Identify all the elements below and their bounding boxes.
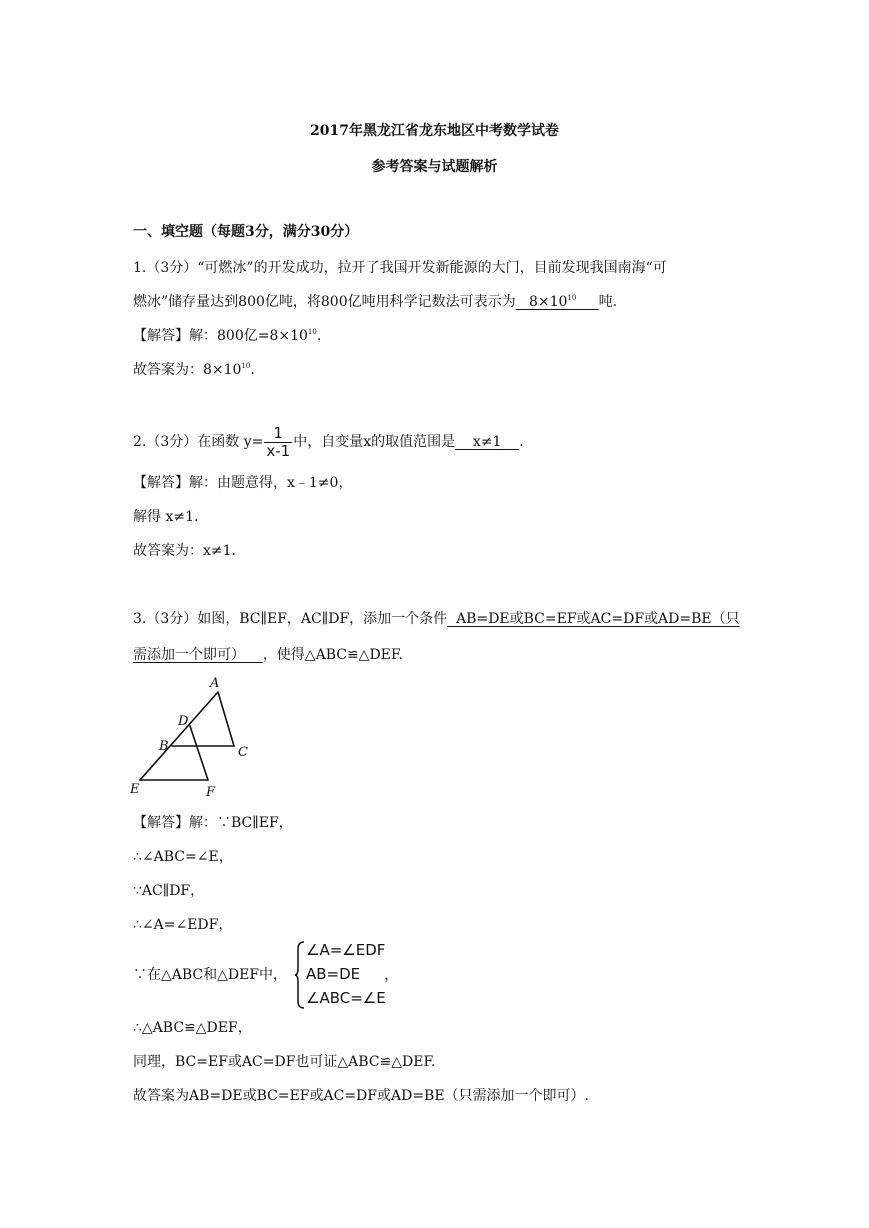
q3-solution-2: ∴∠ABC=∠E，: [133, 849, 233, 865]
q2-blank-text: x≠1: [472, 434, 502, 450]
q1-line1: 1.（3分）“可燃冰”的开发成功，拉开了我国开发新能源的大门，目前发现我国南海“可: [133, 260, 667, 276]
q3-answer-blank-2: [133, 647, 263, 663]
label-f: F: [206, 785, 216, 800]
line-d-f: [190, 726, 208, 780]
q3-blank2-text: 需添加一个即可）: [133, 647, 245, 663]
q3-solution-1: 【解答】解：∵BC∥EF，: [133, 815, 293, 831]
q3-answer: 故答案为AB=DE或BC=EF或AC=DF或AD=BE（只需添加一个即可）.: [133, 1088, 590, 1104]
document-title: 2017年黑龙江省龙东地区中考数学试卷: [310, 123, 559, 139]
q2-solution-2: 解得 x≠1.: [133, 509, 199, 525]
q3-blank1-text: AB=DE或BC=EF或AC=DF或AD=BE（只: [456, 611, 740, 627]
q1-solution-post: .: [316, 328, 322, 344]
system-row-2: AB=DE: [306, 965, 361, 983]
q3-line2: [133, 645, 403, 665]
q1-solution: [133, 326, 321, 346]
q3-solution-4: ∴∠A=∠EDF，: [133, 917, 233, 933]
label-c: C: [238, 745, 248, 760]
label-a: A: [210, 676, 220, 691]
line-e-a: [140, 692, 218, 780]
q2-pre: 2.（3分）在函数 y=: [133, 434, 264, 450]
triangle-figure: [128, 672, 258, 802]
q1-answer: [133, 360, 255, 380]
system-row-1: ∠A=∠EDF: [306, 941, 386, 959]
q1-solution-exponent: 10: [307, 328, 317, 336]
q3-line2-post: ，使得△ABC≌△DEF.: [262, 647, 403, 663]
q1-line2-pre: 燃冰”储存量达到800亿吨，将800亿吨用科学记数法可表示为: [133, 294, 516, 310]
q2-mid: 中，自变量x的取值范围是: [293, 434, 456, 450]
q3-answer-blank-1: [447, 611, 739, 627]
q2-answer: 故答案为：x≠1.: [133, 543, 236, 559]
left-brace-icon: [294, 940, 306, 1010]
q1-answer-post: .: [250, 362, 255, 378]
q1-answer-blank: [516, 294, 599, 310]
q1-line2: [133, 292, 617, 312]
q2-line: [133, 424, 524, 460]
q1-line2-post: 吨.: [598, 294, 618, 310]
section-heading: 一、填空题（每题3分，满分30分）: [133, 224, 359, 240]
q2-fraction-numerator: 1: [264, 425, 292, 443]
q3-line1: [133, 609, 740, 629]
document-subtitle: 参考答案与试题解析: [371, 159, 498, 175]
q3-line1-pre: 3.（3分）如图，BC∥EF，AC∥DF，添加一个条件: [133, 611, 448, 627]
system-tail-comma: ，: [384, 965, 400, 983]
q2-fraction-denominator: x-1: [266, 441, 291, 460]
label-b: B: [159, 739, 169, 754]
q3-solution-7: 同理，BC=EF或AC=DF也可证△ABC≌△DEF.: [133, 1054, 436, 1070]
q2-fraction: [264, 425, 292, 460]
q2-post: .: [519, 434, 524, 450]
q1-blank-base: 8×10: [528, 294, 568, 310]
q1-answer-exponent: 10: [241, 362, 251, 370]
line-a-c: [218, 692, 234, 746]
q2-answer-blank: [455, 434, 519, 450]
q1-blank-exponent: 10: [567, 294, 577, 302]
q3-solution-5: ∵在△ABC和△DEF中，: [133, 967, 288, 983]
label-e: E: [130, 782, 140, 797]
label-d: D: [178, 714, 189, 729]
q3-solution-6: ∴△ABC≌△DEF，: [133, 1020, 252, 1036]
q1-solution-text: 【解答】解：800亿=8×10: [133, 328, 308, 344]
q3-solution-3: ∵AC∥DF，: [133, 883, 205, 899]
system-row-3: ∠ABC=∠E: [306, 989, 386, 1007]
q2-solution-1: 【解答】解：由题意得，x﹣1≠0，: [133, 475, 353, 491]
q1-answer-text: 故答案为：8×10: [133, 362, 242, 378]
